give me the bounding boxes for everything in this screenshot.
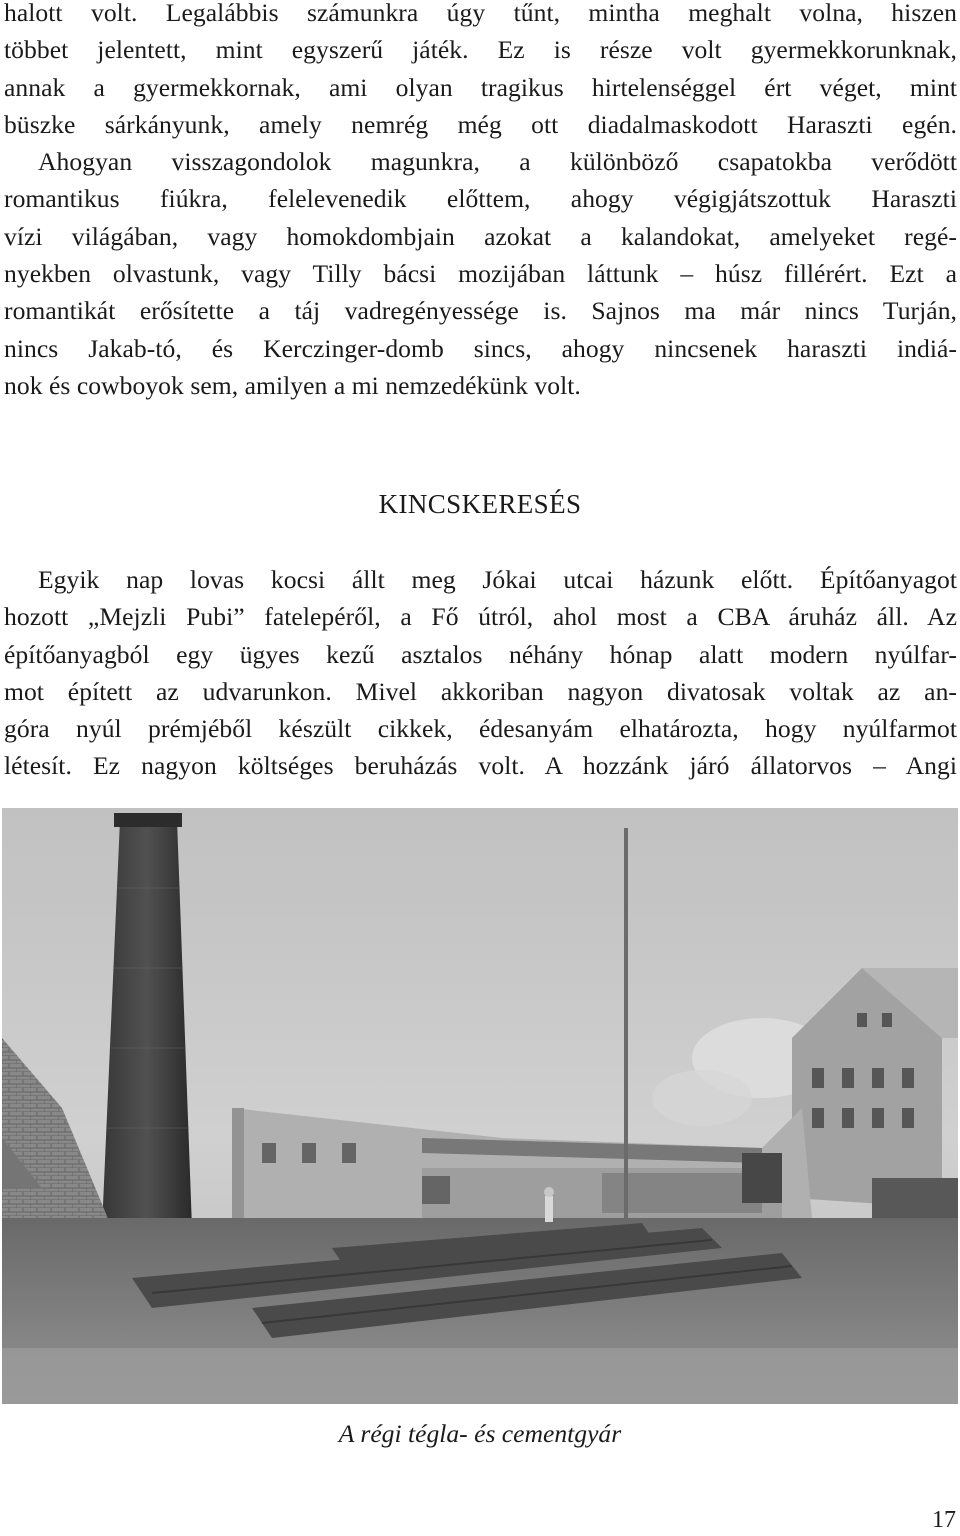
text-line: romantikát erősítette a táj vadregényessége is. Sajnos ma már nincs Turján, (4, 296, 957, 326)
text-line: hozott „Mejzli Pubi” fatelepéről, a Fő útról, ahol most a CBA áruház áll. Az (4, 602, 957, 632)
text-line: góra nyúl prémjéből készült cikkek, édesanyám elhatározta, hogy nyúlfarmot (4, 714, 957, 744)
text-line: építőanyagból egy ügyes kezű asztalos néhány hónap alatt modern nyúlfar- (4, 639, 957, 669)
text-line: vízi világában, vagy homokdombjain azokat a kalandokat, amelyeket regé- (4, 221, 957, 251)
text-line: Egyik nap lovas kocsi állt meg Jókai utcai házunk előtt. Építőanyagot (38, 565, 957, 594)
text-line: nok és cowboyok sem, amilyen a mi nemzedékünk volt. (4, 370, 581, 400)
text-line: többet jelentett, mint egyszerű játék. Ez is része volt gyermekkorunknak, (4, 35, 957, 65)
text-line: mot épített az udvarunkon. Mivel akkoriban nagyon divatosak voltak az an- (4, 676, 957, 706)
text-line: létesít. Ez nagyon költséges beruházás volt. A hozzánk járó állatorvos – Angi (4, 751, 957, 781)
text-line: romantikus fiúkra, felelevenedik előttem, ahogy végigjátszottuk Haraszti (4, 184, 957, 214)
text-line: annak a gyermekkornak, ami olyan tragikus hirtelenséggel ért véget, mint (4, 72, 957, 102)
paragraph-2 (4, 561, 957, 785)
text-line: büszke sárkányunk, amely nemrég még ott diadalmaskodott Haraszti egén. (4, 109, 957, 139)
section-heading: KINCSKERESÉS (378, 489, 582, 519)
text-line: halott volt. Legalábbis számunkra úgy tűnt, mintha meghalt volna, hiszen (4, 0, 957, 27)
page-number: 17 (932, 1507, 956, 1533)
text-line: Ahogyan visszagondolok magunkra, a különböző csapatokba verődött (38, 147, 957, 177)
text-line: nincs Jakab-tó, és Kerczinger-domb sincs, ahogy nincsenek haraszti indiá- (4, 333, 957, 363)
text-line: nyekben olvastunk, vagy Tilly bácsi mozijában láttunk – húsz fillérért. Ezt a (4, 259, 957, 289)
factory-photo (2, 808, 958, 1404)
paragraph-1 (4, 0, 957, 404)
factory-photo-illustration (2, 808, 958, 1404)
photo-caption: A régi tégla- és cementgyár (338, 1419, 622, 1448)
